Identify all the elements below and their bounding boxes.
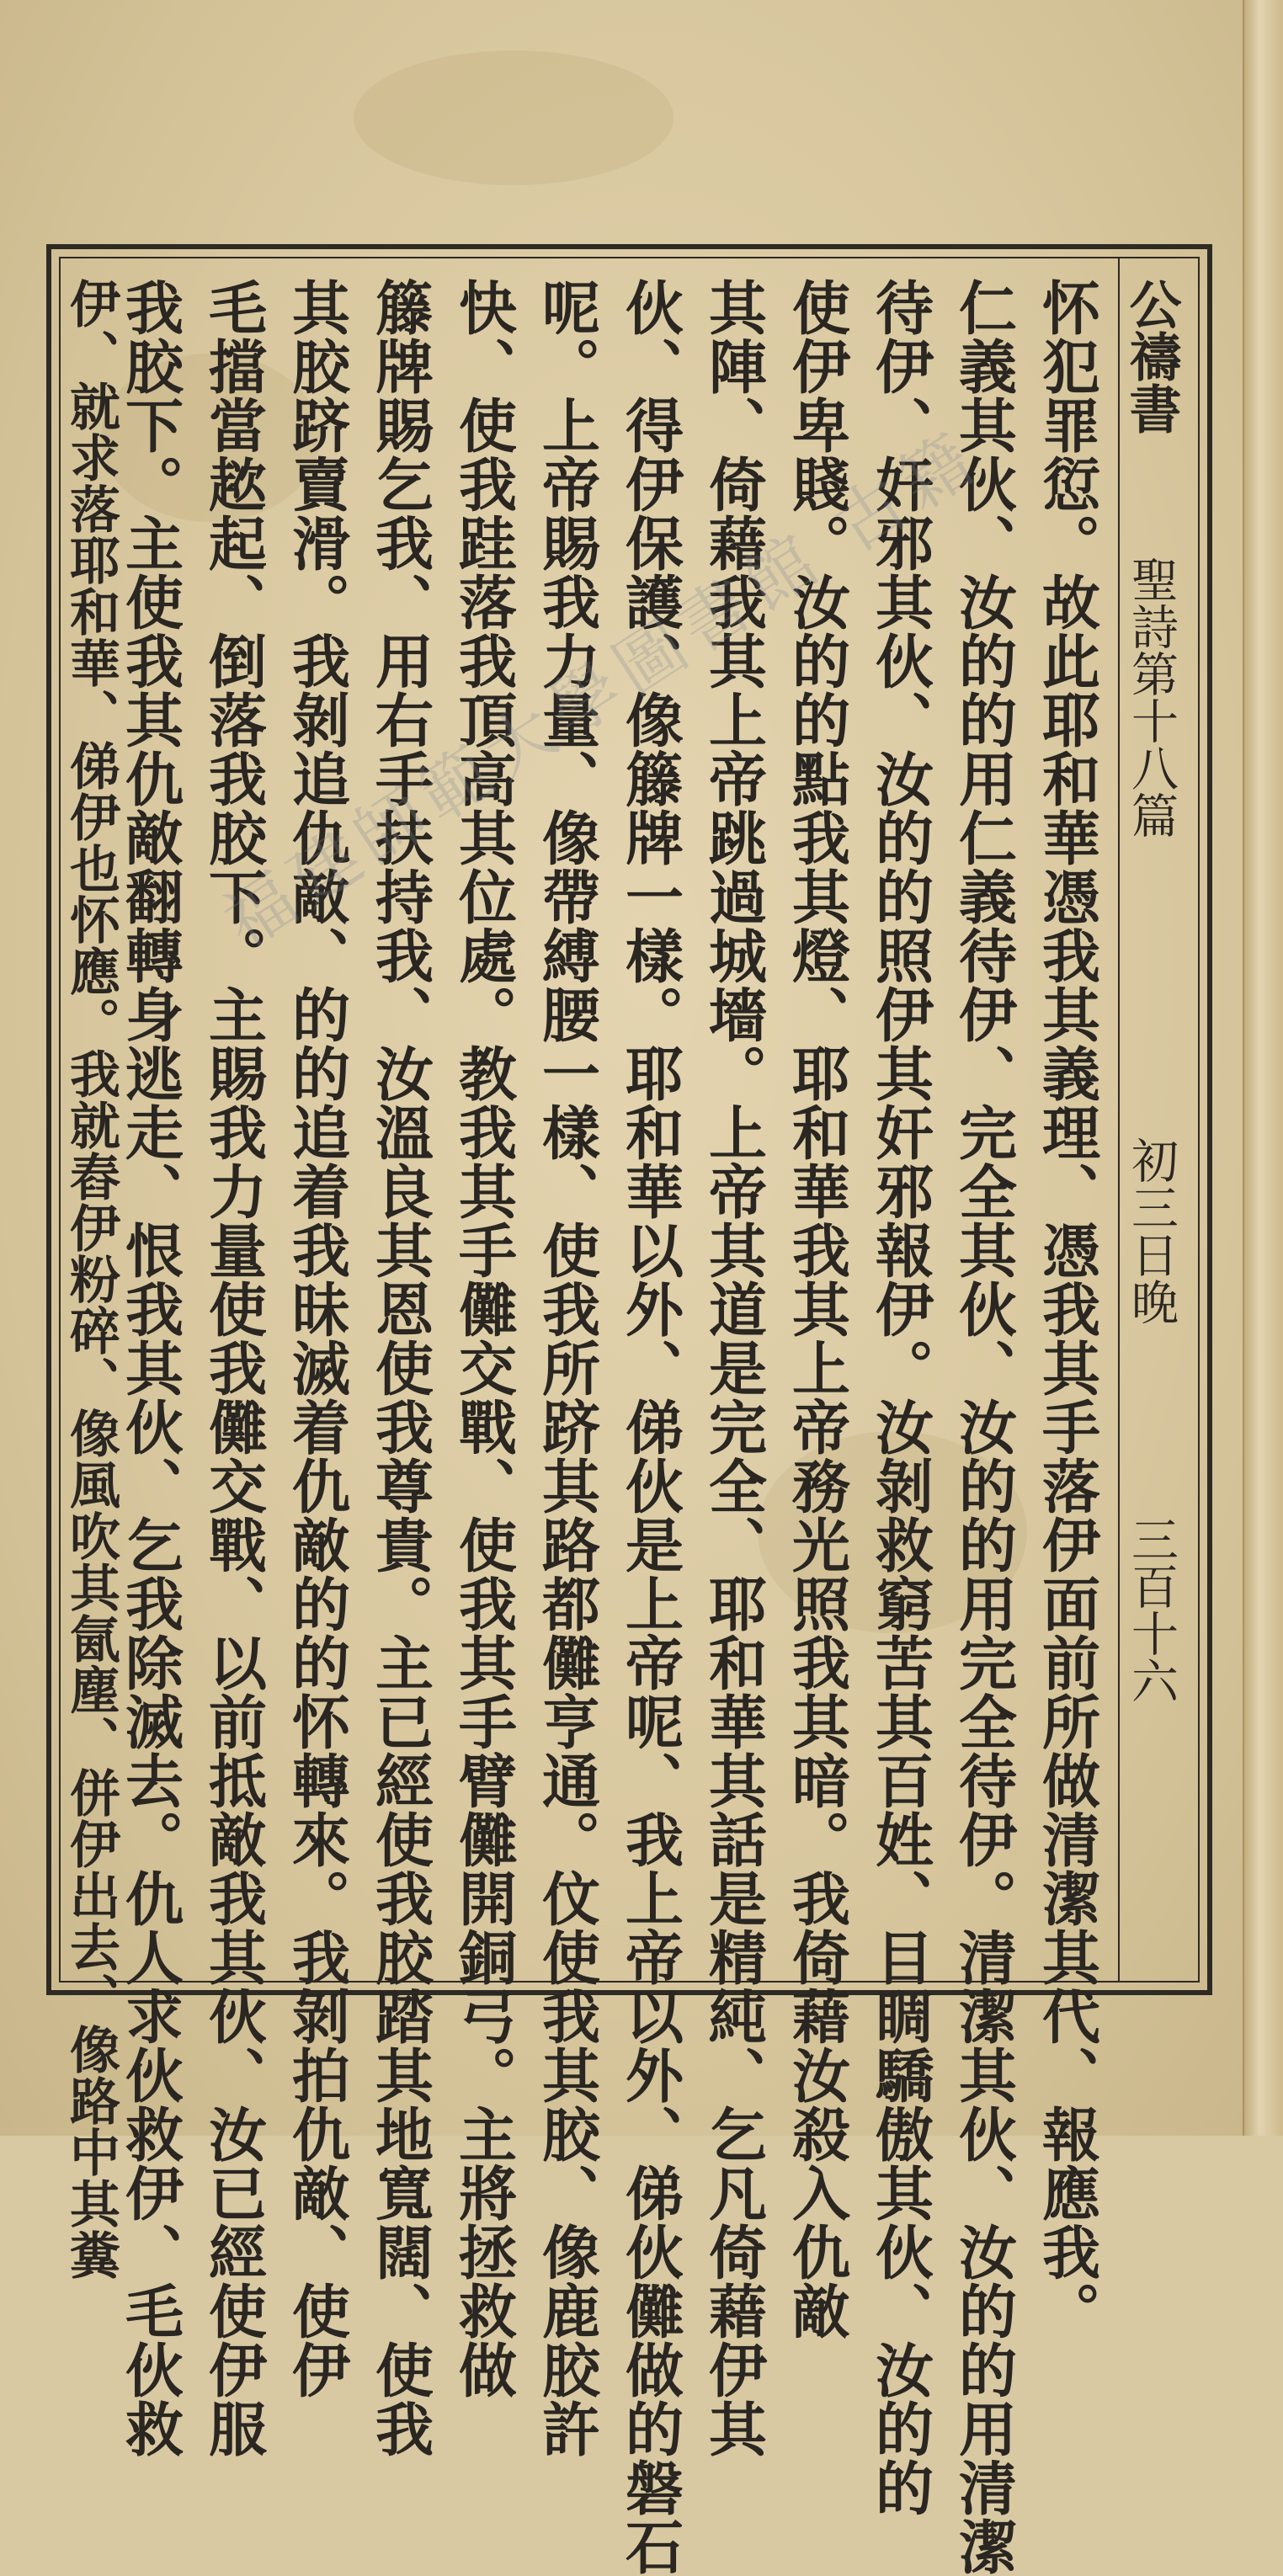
body-column: 使伊卑賤。汝的的點我其燈、耶和華我其上帝務光照我其暗。我倚藉汝殺入仇敵 (782, 278, 850, 2340)
header-divider (1118, 257, 1120, 1983)
paper-stain (354, 51, 673, 185)
body-column: 待伊、奸邪其伙、汝的的照伊其奸邪報伊。汝剝救窮苦其百姓、目睭驕傲其伙、汝的的 (865, 278, 934, 2517)
body-column-prefix: 怀犯罪愆。故此耶和華憑我其義理、憑我其手落伊面前所做清潔其代、報應我。 (1032, 278, 1100, 2340)
body-column: 其陣、倚藉我其上帝跳過城墻。上帝其道是完全、耶和華其話是精純、乞凡倚藉伊其 (699, 278, 767, 2458)
body-column: 快、使我跬落我頂高其位處。教我其手儺交戰、使我其手臂儺開銅弓。主將拯救做 (449, 278, 517, 2399)
section-title: 聖詩第十八篇 (1124, 556, 1179, 838)
page-number: 三百十六 (1124, 1515, 1179, 1704)
body-column: 其胶跻賣滑。我剝追仇敵、的的追着我昧滅着仇敵的的怀轉來。我剝拍仇敵、使伊 (282, 278, 350, 2399)
body-column: 仁義其伙、汝的的用仁義待伊、完全其伙、汝的的用完全待伊。清潔其伙、汝的的用清潔 (949, 278, 1017, 2576)
book-title: 公禱書 (1121, 278, 1182, 434)
body-column: 籐牌賜乞我、用右手扶持我、汝溫良其恩使我尊貴。主已經使我胶踏其地寬闊、使我 (365, 278, 434, 2458)
occasion-label: 初三日晚 (1124, 1136, 1179, 1325)
body-column: 我胶下。主使我其仇敵翻轉身逃走、恨我其伙、乞我除滅去。仇人求伙救伊、毛伙救 (115, 278, 184, 2458)
body-column: 毛擋當趑起、倒落我胶下。主賜我力量使我儺交戰、以前抵敵我其伙、汝已經使伊服 (199, 278, 267, 2458)
library-watermark: 福建師範大學圖書館 古籍 (210, 416, 994, 964)
body-column: 伊、就求落耶和華、俤伊也怀應。我就舂伊粉碎、像風吹其氤塵、併伊出去、像路中其糞 (61, 278, 120, 2281)
book-spine (1243, 0, 1283, 2136)
body-column: 伙、得伊保護、像籐牌一樣。耶和華以外、俤伙是上帝呢、我上帝以外、俤伙儺做的磐石 (615, 278, 684, 2576)
body-column: 呢。上帝賜我力量、像帶縛腰一樣、使我所跻其路都儺亨通。伩使我其胶、像鹿胶許 (532, 278, 600, 2458)
